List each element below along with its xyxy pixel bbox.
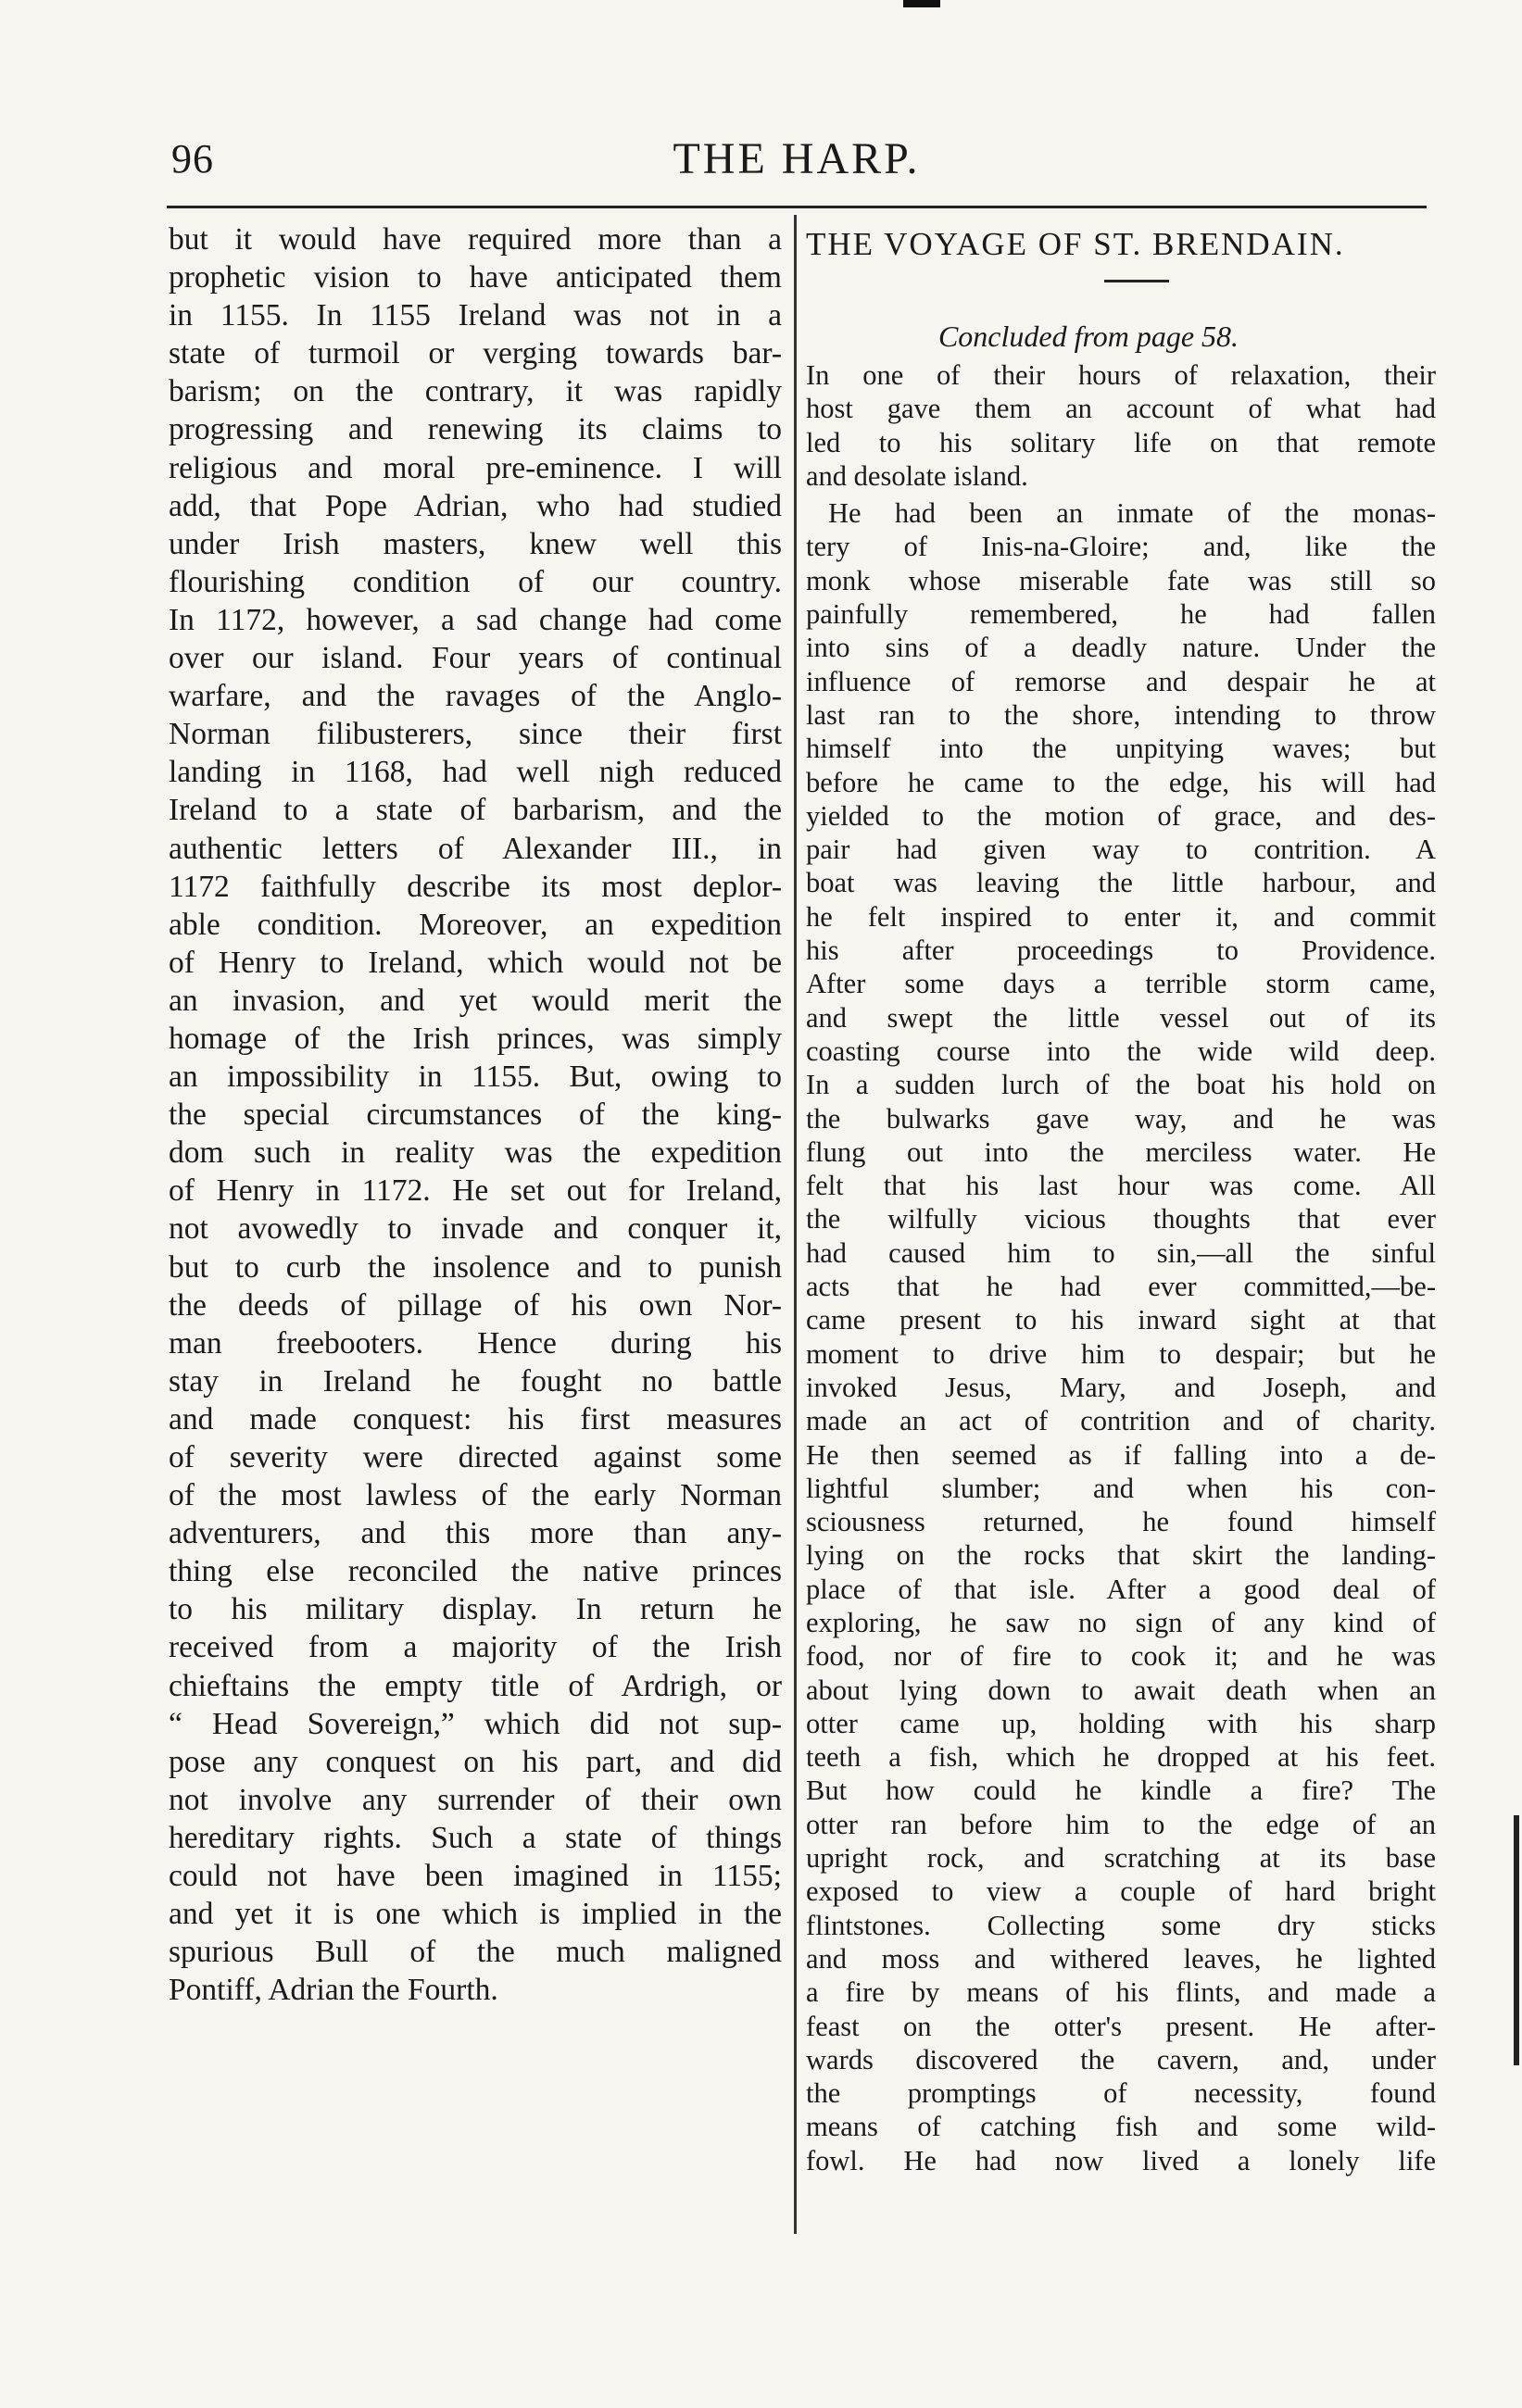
header-rule — [167, 206, 1427, 208]
text-line: came present to his inward sight at that — [806, 1304, 1436, 1336]
text-line: host gave them an account of what had — [806, 393, 1436, 425]
column-divider — [794, 215, 797, 2234]
text-line: the special circumstances of the king- — [169, 1097, 782, 1133]
title-rule — [1104, 280, 1169, 282]
text-line: to his military display. In return he — [169, 1592, 782, 1627]
text-line: had caused him to sin,—all the sinful — [806, 1236, 1436, 1269]
text-line: his after proceedings to Providence. — [806, 934, 1436, 967]
text-line: feast on the otter's present. He after- — [806, 2010, 1436, 2042]
text-line: received from a majority of the Irish — [169, 1630, 782, 1665]
text-line: influence of remorse and despair he at — [806, 665, 1436, 697]
text-line: exploring, he saw no sign of any kind of — [806, 1606, 1436, 1638]
text-line: and made conquest: his first measures — [169, 1401, 782, 1436]
text-line: the promptings of necessity, found — [806, 2077, 1436, 2110]
text-line: He then seemed as if falling into a de- — [806, 1438, 1436, 1471]
text-line: in 1155. In 1155 Ireland was not in a — [169, 298, 782, 333]
text-line: In a sudden lurch of the boat his hold on — [806, 1069, 1436, 1101]
text-line: Pontiff, Adrian the Fourth. — [169, 1973, 498, 2008]
text-line: painfully remembered, he had fallen — [806, 598, 1436, 631]
text-line: acts that he had ever committed,—be- — [806, 1271, 1436, 1303]
text-line: teeth a fish, which he dropped at his feet. — [806, 1741, 1436, 1774]
text-line: homage of the Irish princes, was simply — [169, 1021, 782, 1056]
continued-note: Concluded from page 58. — [937, 320, 1239, 353]
left-column — [169, 220, 782, 2009]
text-line: the bulwarks gave way, and he was — [806, 1102, 1436, 1135]
text-line: felt that his last hour was come. All — [806, 1170, 1436, 1202]
text-line: lying on the rocks that skirt the landing- — [806, 1539, 1436, 1572]
text-line: food, nor of fire to cook it; and he was — [806, 1640, 1436, 1673]
text-line: man freebooters. Hence during his — [169, 1325, 782, 1361]
text-line: not involve any surrender of their own — [169, 1782, 782, 1817]
text-line: monk whose miserable fate was still so — [806, 564, 1436, 596]
text-line: dom such in reality was the expedition — [169, 1135, 782, 1171]
text-line: not avowedly to invade and conquer it, — [169, 1211, 782, 1247]
page-header — [171, 130, 1422, 194]
text-line: flintstones. Collecting some dry sticks — [806, 1909, 1436, 1941]
text-line: of Henry to Ireland, which would not be — [169, 945, 782, 980]
text-line: the wilfully vicious thoughts that ever — [806, 1203, 1436, 1235]
right-column — [806, 220, 1436, 2177]
text-line: himself into the unpitying waves; but — [806, 733, 1436, 765]
text-line: landing in 1168, had well nigh reduced — [169, 755, 782, 790]
text-line: yielded to the motion of grace, and des- — [806, 799, 1436, 832]
text-line: an invasion, and yet would merit the — [169, 983, 782, 1018]
text-line: means of catching fish and some wild- — [806, 2111, 1436, 2143]
text-line: the deeds of pillage of his own Nor- — [169, 1287, 782, 1323]
text-line: of severity were directed against some — [169, 1440, 782, 1474]
text-line: able condition. Moreover, an expedition — [169, 907, 782, 942]
text-line: thing else reconciled the native princes — [169, 1554, 782, 1589]
text-line: barism; on the contrary, it was rapidly — [169, 374, 782, 409]
text-line: pair had given way to contrition. A — [806, 834, 1436, 866]
text-line: before he came to the edge, his will had — [806, 766, 1436, 798]
text-line: flung out into the merciless water. He — [806, 1135, 1436, 1168]
text-line: of Henry in 1172. He set out for Ireland, — [169, 1173, 782, 1209]
text-line: of the most lawless of the early Norman — [169, 1478, 782, 1513]
text-line: exposed to view a couple of hard bright — [806, 1875, 1436, 1908]
text-line: adventurers, and this more than any- — [169, 1516, 782, 1551]
text-line: flourishing condition of our country. — [169, 564, 782, 599]
text-line: he felt inspired to enter it, and commit — [806, 900, 1436, 933]
text-line: invoked Jesus, Mary, and Joseph, and — [806, 1371, 1436, 1403]
text-line: hereditary rights. Such a state of things — [169, 1820, 782, 1855]
text-line: but it would have required more than a — [169, 222, 782, 257]
text-line: But how could he kindle a fire? The — [806, 1775, 1436, 1807]
text-line: sciousness returned, he found himself — [806, 1506, 1436, 1538]
text-line: and swept the little vessel out of its — [806, 1001, 1436, 1034]
text-line: spurious Bull of the much maligned — [169, 1935, 782, 1970]
text-line: and yet it is one which is implied in the — [169, 1897, 782, 1932]
text-line: but to curb the insolence and to punish — [169, 1249, 782, 1285]
text-line: led to his solitary life on that remote — [806, 426, 1436, 458]
text-line: into sins of a deadly nature. Under the — [806, 632, 1436, 664]
text-line: chieftains the empty title of Ardrigh, or — [169, 1668, 782, 1703]
text-line: and moss and withered leaves, he lighted — [806, 1942, 1436, 1975]
text-line: moment to drive him to despair; but he — [806, 1337, 1436, 1370]
article-title: THE VOYAGE OF ST. BRENDAIN. — [806, 226, 1345, 262]
text-line: Norman filibusterers, since their first — [169, 717, 782, 752]
text-line: He had been an inmate of the monas- — [828, 497, 1436, 530]
text-line: After some days a terrible storm came, — [806, 968, 1436, 1000]
text-line: religious and moral pre-eminence. I will — [169, 450, 782, 485]
text-line: authentic letters of Alexander III., in — [169, 831, 782, 866]
text-line: prophetic vision to have anticipated them — [169, 260, 782, 295]
text-line: about lying down to await death when an — [806, 1674, 1436, 1706]
running-title: THE HARP. — [673, 134, 921, 183]
page-number: 96 — [171, 136, 214, 182]
text-line: state of turmoil or verging towards bar- — [169, 336, 782, 371]
text-line: lightful slumber; and when his con- — [806, 1472, 1436, 1504]
page-top-mark — [903, 0, 940, 7]
text-line: In 1172, however, a sad change had come — [169, 602, 782, 637]
text-line: fowl. He had now lived a lonely life — [806, 2144, 1436, 2176]
text-line: upright rock, and scratching at its base — [806, 1842, 1436, 1875]
paragraph-2 — [806, 496, 1436, 2177]
text-line: over our island. Four years of continual — [169, 641, 782, 676]
paragraph-1 — [806, 358, 1436, 493]
text-line: otter came up, holding with his sharp — [806, 1707, 1436, 1739]
text-line: 1172 faithfully describe its most deplor- — [169, 869, 782, 904]
text-line: place of that isle. After a good deal of — [806, 1573, 1436, 1605]
text-line: wards discovered the cavern, and, under — [806, 2043, 1436, 2076]
text-line: otter ran before him to the edge of an — [806, 1808, 1436, 1840]
text-line: could not have been imagined in 1155; — [169, 1859, 782, 1894]
text-line: “ Head Sovereign,” which did not sup- — [169, 1706, 782, 1741]
margin-mark — [1514, 1815, 1519, 2065]
text-line: warfare, and the ravages of the Anglo- — [169, 679, 782, 714]
text-line: add, that Pope Adrian, who had studied — [169, 488, 782, 523]
text-line: and desolate island. — [806, 459, 1028, 492]
text-line: In one of their hours of relaxation, their — [806, 359, 1436, 391]
text-line: pose any conquest on his part, and did — [169, 1744, 782, 1779]
text-line: Ireland to a state of barbarism, and the — [169, 793, 782, 828]
text-line: stay in Ireland he fought no battle — [169, 1363, 782, 1398]
text-line: progressing and renewing its claims to — [169, 412, 782, 447]
text-line: last ran to the shore, intending to throw — [806, 698, 1436, 731]
text-line: boat was leaving the little harbour, and — [806, 867, 1436, 899]
text-line: made an act of contrition and of charity. — [806, 1405, 1436, 1437]
text-line: an impossibility in 1155. But, owing to — [169, 1060, 782, 1095]
text-line: tery of Inis-na-Gloire; and, like the — [806, 531, 1436, 563]
text-line: under Irish masters, knew well this — [169, 526, 782, 561]
text-line: a fire by means of his flints, and made a — [806, 1976, 1436, 2009]
text-line: coasting course into the wide wild deep. — [806, 1035, 1436, 1067]
